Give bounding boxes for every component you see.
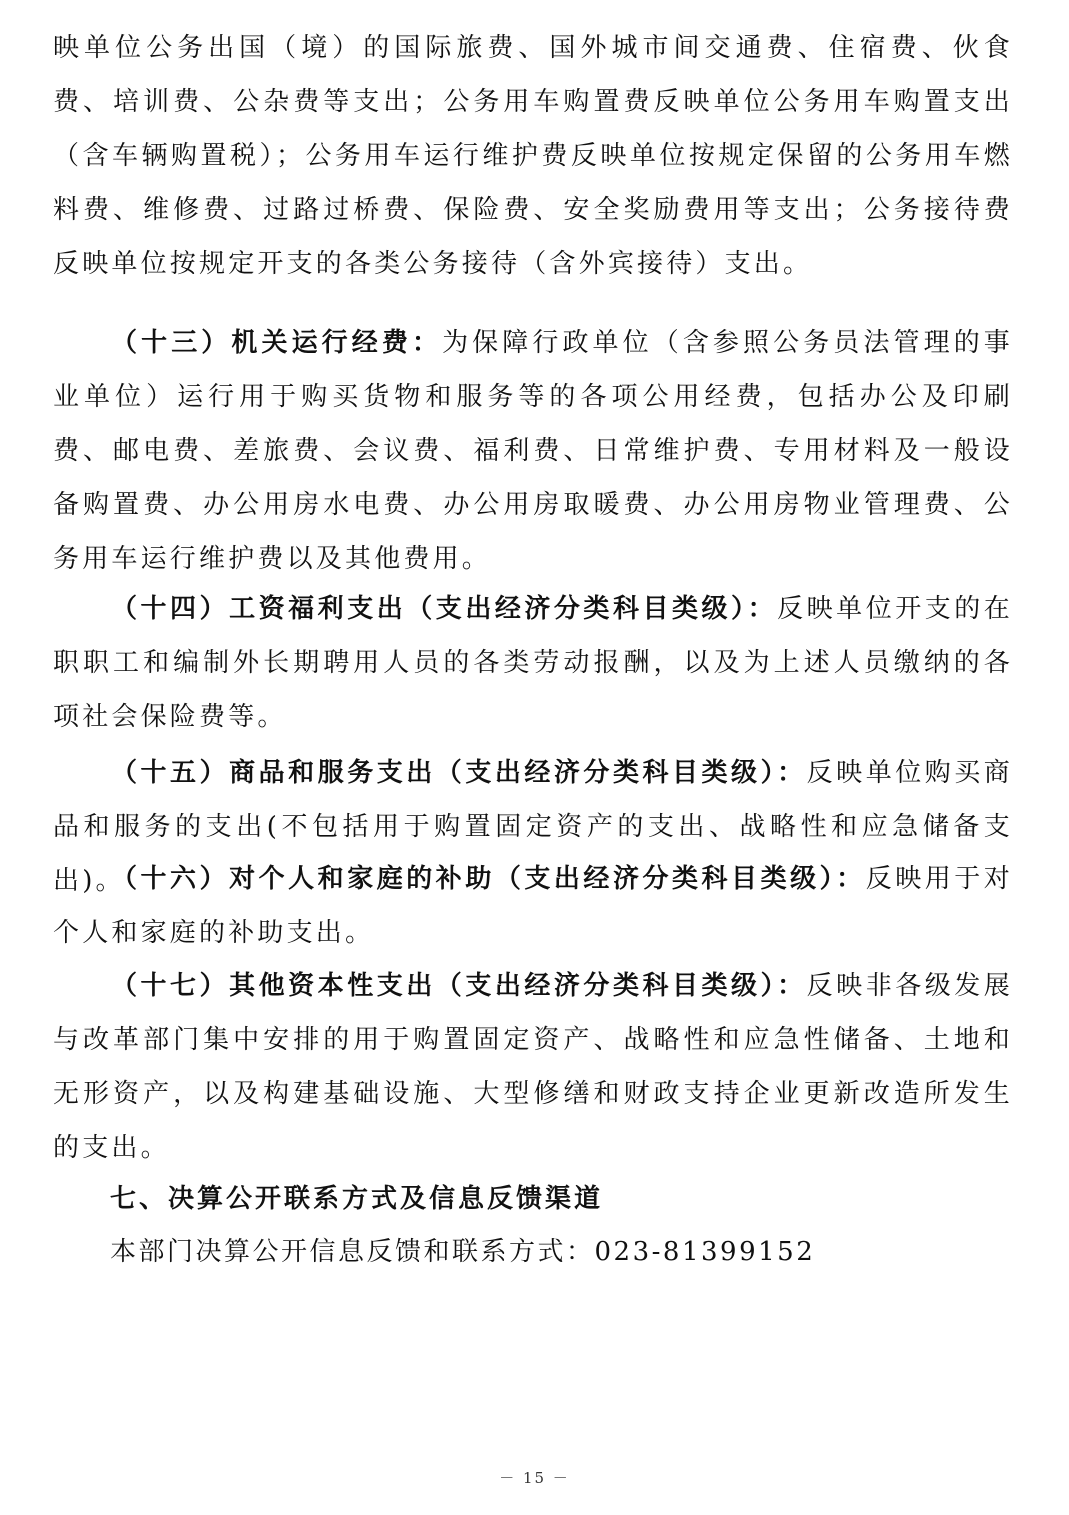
paragraph-17 xyxy=(53,959,1013,1175)
paragraph-17-title: （十七）其他资本性支出（支出经济分类科目类级）： xyxy=(111,971,807,1001)
paragraph-13 xyxy=(53,316,1013,586)
paragraph-15-text: 反映单位购买商品和服务的支出(不包括用于购置固定资产的支出、战略性和应急储备支出)。 xyxy=(53,758,1013,896)
paragraph-16 xyxy=(53,852,1013,960)
paragraph-14-text: 反映单位开支的在职职工和编制外长期聘用人员的各类劳动报酬，以及为上述人员缴纳的各项社会保险费等。 xyxy=(53,594,1013,732)
page-number: － 15 － xyxy=(499,1469,570,1487)
paragraph-14 xyxy=(53,582,1013,744)
paragraph-14-title: （十四）工资福利支出（支出经济分类科目类级）： xyxy=(111,594,778,624)
paragraph-continued xyxy=(53,21,1013,291)
paragraph-17-text: 反映非各级发展与改革部门集中安排的用于购置固定资产、战略性和应急性储备、土地和无形资产，以及构建基础设施、大型修缮和财政支持企业更新改造所发生的支出。 xyxy=(53,971,1013,1163)
paragraph-13-text: 为保障行政单位（含参照公务员法管理的事业单位）运行用于购买货物和服务等的各项公用经费，包括办公及印刷费、邮电费、差旅费、会议费、福利费、日常维护费、专用材料及一般设备购置费、办公用房水电费、办公用房取暖费、办公用房物业管理费、公务用车运行维护费以及其他费用。 xyxy=(53,328,1013,574)
paragraph-13-title: （十三）机关运行经费： xyxy=(111,328,443,358)
paragraph-16-text: 反映用于对个人和家庭的补助支出。 xyxy=(53,864,1013,948)
section-7-heading: 七、决算公开联系方式及信息反馈渠道 xyxy=(110,1184,604,1214)
paragraph-text: 映单位公务出国（境）的国际旅费、国外城市间交通费、住宿费、伙食费、培训费、公杂费等支出；公务用车购置费反映单位公务用车购置支出（含车辆购置税）；公务用车运行维护费反映单位按规定保留的公务用车燃料费、维修费、过路过桥费、保险费、安全奖励费用等支出；公务接待费反映单位按规定开支的各类公务接待（含外宾接待）支出。 xyxy=(53,33,1013,279)
paragraph-15-title: （十五）商品和服务支出（支出经济分类科目类级）： xyxy=(111,758,807,788)
paragraph-16-title: （十六）对个人和家庭的补助（支出经济分类科目类级）： xyxy=(111,864,866,894)
contact-info: 本部门决算公开信息反馈和联系方式：023-81399152 xyxy=(110,1237,816,1267)
